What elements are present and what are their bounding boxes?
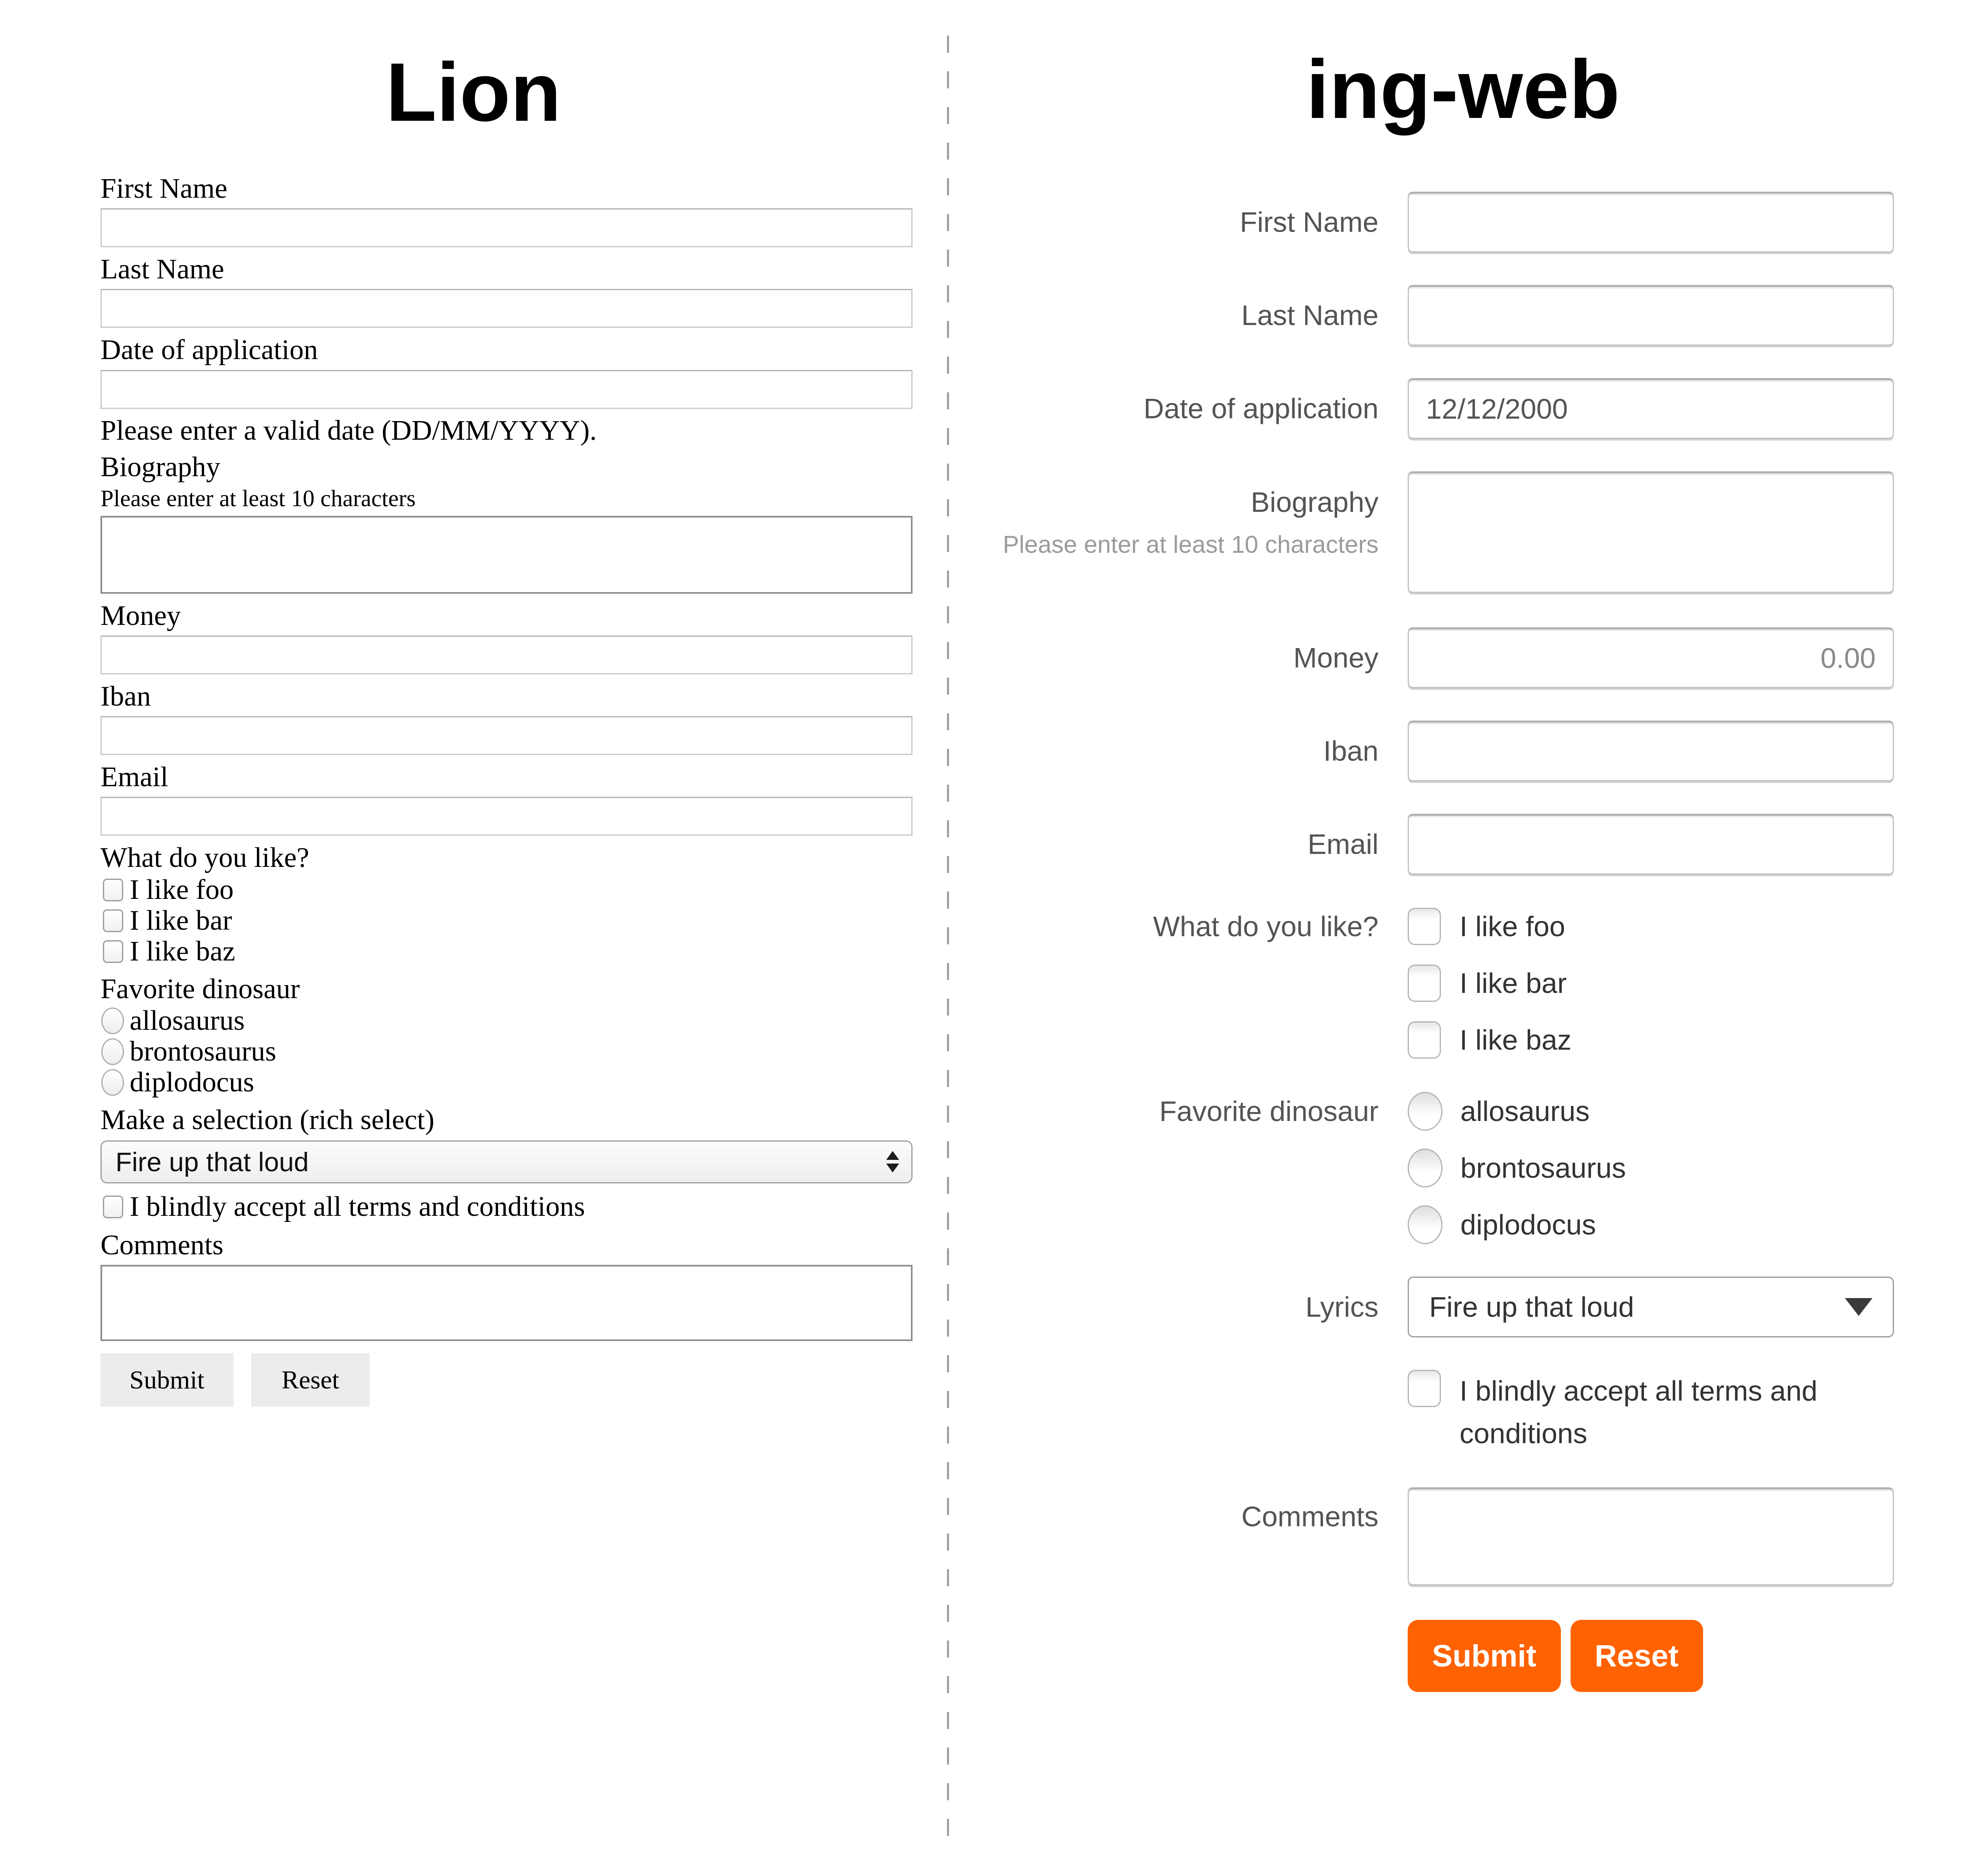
lion-checkbox-row[interactable] [100,905,913,936]
lion-first-name-label: First Name [100,173,228,204]
ingweb-email-label: Email [1307,828,1379,860]
lion-button-row [100,1353,913,1407]
ingweb-comments-row [949,1487,1977,1587]
lion-bio-helper: Please enter at least 10 characters [100,485,416,512]
lion-checkbox-row[interactable] [100,875,913,905]
ingweb-radio-row[interactable] [1408,1149,1894,1187]
triangle-up-icon [886,1151,899,1160]
ingweb-radio-row[interactable] [1408,1092,1894,1131]
ingweb-date-input[interactable] [1408,378,1894,439]
lion-first-name-input[interactable] [100,208,913,247]
ingweb-iban-label: Iban [1323,735,1379,767]
ingweb-checkbox-bar[interactable] [1408,965,1441,1002]
lion-radio-row[interactable] [100,1005,913,1036]
lion-email-input[interactable] [100,797,913,836]
lion-dino-group-label: Favorite dinosaur [100,973,300,1005]
ingweb-lyrics-label: Lyrics [1305,1291,1379,1323]
lion-radio-allosaurus[interactable] [101,1008,124,1034]
ingweb-lyrics-row [949,1277,1977,1337]
ingweb-likes-row [949,907,1977,1059]
ingweb-last-name-label: Last Name [1241,299,1379,331]
ingweb-email-row [949,814,1977,875]
ingweb-terms-spacer [949,1370,1379,1455]
ingweb-radio-row[interactable] [1408,1205,1894,1244]
ingweb-bio-label-block [949,471,1379,595]
ingweb-checkbox-bar-label: I like bar [1460,967,1567,999]
ingweb-radio-allosaurus[interactable] [1408,1092,1443,1131]
caret-down-icon [1845,1298,1872,1316]
triangle-down-icon [886,1164,899,1172]
ingweb-dino-row [949,1092,1977,1244]
ingweb-last-name-input[interactable] [1408,285,1894,346]
lion-checkbox-bar[interactable] [103,909,123,932]
ingweb-iban-row [949,721,1977,781]
ingweb-checkbox-foo[interactable] [1408,908,1441,945]
ingweb-likes-group-label: What do you like? [1153,911,1379,942]
lion-rich-select-value: Fire up that loud [115,1147,309,1177]
ingweb-last-name-row [949,285,1977,346]
lion-select-label: Make a selection (rich select) [100,1104,435,1136]
ingweb-checkbox-row[interactable] [1408,907,1894,946]
lion-checkbox-baz-label: I like baz [130,935,235,967]
ingweb-comments-label: Comments [1241,1501,1379,1532]
ingweb-reset-button[interactable]: Reset [1571,1620,1703,1692]
lion-rich-select[interactable] [100,1140,913,1183]
lion-radio-diplodocus-label: diplodocus [130,1066,254,1098]
ingweb-terms-checkbox[interactable] [1408,1370,1441,1407]
ingweb-radio-diplodocus-label: diplodocus [1460,1209,1596,1241]
ingweb-terms-clickarea[interactable] [1408,1370,1849,1455]
ingweb-checkbox-row[interactable] [1408,964,1894,1003]
lion-bio-textarea[interactable] [100,516,913,594]
lion-email-label: Email [100,762,169,793]
lion-terms-checkbox[interactable] [103,1196,123,1218]
ingweb-radio-brontosaurus[interactable] [1408,1149,1443,1187]
lion-form [100,172,913,1407]
ingweb-checkbox-row[interactable] [1408,1020,1894,1059]
lion-checkbox-row[interactable] [100,936,913,967]
ingweb-comments-textarea[interactable] [1408,1487,1894,1585]
select-spinner-icon [886,1151,899,1172]
lion-likes-group-label: What do you like? [100,842,310,874]
lion-iban-label: Iban [100,681,151,712]
lion-money-input[interactable] [100,635,913,674]
ingweb-radio-diplodocus[interactable] [1408,1205,1443,1244]
lion-comments-textarea[interactable] [100,1265,913,1341]
lion-radio-diplodocus[interactable] [101,1069,124,1096]
ingweb-iban-input[interactable] [1408,721,1894,781]
lion-checkbox-foo-label: I like foo [130,874,234,905]
lion-date-helper: Please enter a valid date (DD/MM/YYYY). [100,415,597,446]
lion-date-input[interactable] [100,370,913,409]
lion-radio-brontosaurus[interactable] [101,1038,124,1065]
lion-radio-brontosaurus-label: brontosaurus [130,1035,276,1067]
lion-date-label: Date of application [100,334,318,366]
lion-terms-row[interactable] [100,1191,913,1223]
lion-iban-input[interactable] [100,716,913,755]
ingweb-lyrics-select-value: Fire up that loud [1429,1291,1634,1323]
lion-comments-label: Comments [100,1229,224,1261]
ingweb-date-label: Date of application [1143,393,1379,424]
ingweb-terms-row [949,1370,1977,1455]
ingweb-radio-brontosaurus-label: brontosaurus [1460,1152,1626,1184]
lion-last-name-label: Last Name [100,254,224,285]
lion-radio-allosaurus-label: allosaurus [130,1005,245,1036]
lion-submit-button[interactable]: Submit [100,1353,233,1407]
ingweb-submit-button[interactable]: Submit [1408,1620,1561,1692]
ingweb-bio-textarea[interactable] [1408,471,1894,593]
ingweb-bio-row [949,471,1977,595]
ingweb-checkbox-baz[interactable] [1408,1021,1441,1059]
lion-checkbox-bar-label: I like bar [130,905,232,936]
lion-reset-button[interactable]: Reset [251,1353,370,1407]
ingweb-radio-allosaurus-label: allosaurus [1460,1095,1590,1127]
ingweb-bio-label: Biography [1250,486,1379,518]
ingweb-checkbox-baz-label: I like baz [1460,1024,1572,1056]
lion-terms-label: I blindly accept all terms and conditions [130,1191,585,1222]
ingweb-dino-group-label: Favorite dinosaur [1159,1095,1379,1127]
lion-checkbox-foo[interactable] [103,879,123,901]
ingweb-button-row [949,1620,1977,1692]
lion-bio-label: Biography [100,451,220,483]
lion-last-name-input[interactable] [100,289,913,328]
ingweb-checkbox-foo-label: I like foo [1460,911,1565,942]
lion-panel [0,0,947,1407]
ingweb-terms-label: I blindly accept all terms and conditions [1460,1375,1818,1449]
lion-page-title: Lion [386,46,561,139]
ingweb-email-input[interactable] [1408,814,1894,875]
ingweb-money-input[interactable] [1408,627,1894,688]
ingweb-bio-helper: Please enter at least 10 characters [1002,531,1379,558]
ingweb-first-name-row [949,192,1977,252]
ingweb-button-spacer [949,1620,1379,1692]
ingweb-first-name-input[interactable] [1408,192,1894,252]
ingweb-page-title: ing-web [1306,43,1620,136]
ingweb-money-label: Money [1293,642,1379,674]
lion-radio-row[interactable] [100,1036,913,1067]
lion-money-label: Money [100,600,181,631]
ingweb-lyrics-select[interactable] [1408,1277,1894,1337]
lion-radio-row[interactable] [100,1067,913,1098]
ingweb-money-row [949,627,1977,688]
ingweb-panel [949,0,1977,1724]
lion-checkbox-baz[interactable] [103,940,123,963]
ingweb-first-name-label: First Name [1240,206,1379,238]
ingweb-date-row [949,378,1977,439]
